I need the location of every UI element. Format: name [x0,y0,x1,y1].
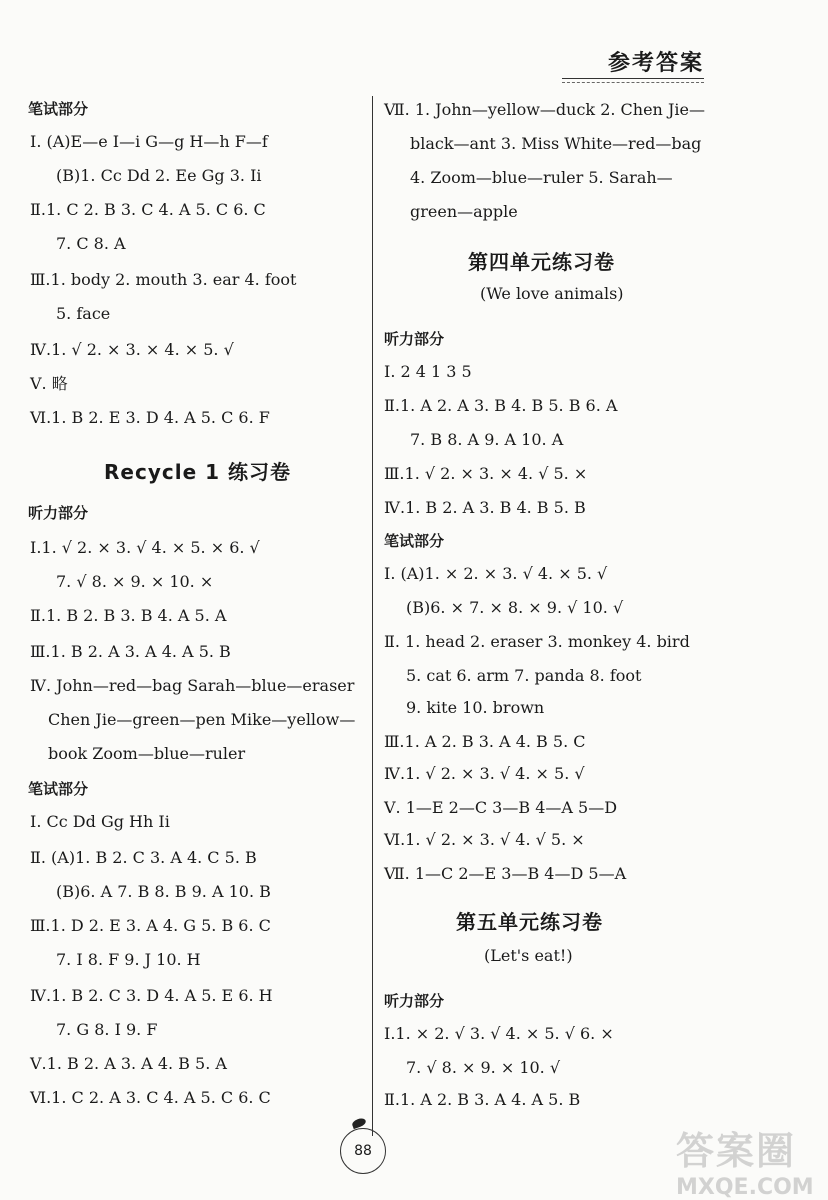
answer-line: 5. cat 6. arm 7. panda 8. foot [406,666,642,685]
answer-line: Ⅲ.1. B 2. A 3. A 4. A 5. B [30,642,231,661]
answer-line: Ⅴ.1. B 2. A 3. A 4. B 5. A [30,1054,227,1073]
answer-line: 7. C 8. A [56,234,126,253]
answer-line: Ⅱ. (A)1. B 2. C 3. A 4. C 5. B [30,848,257,867]
answer-line: (B)1. Cc Dd 2. Ee Gg 3. Ii [56,166,262,185]
answer-line: Ⅳ.1. B 2. A 3. B 4. B 5. B [384,498,586,517]
answer-line: Ⅱ.1. A 2. A 3. B 4. B 5. B 6. A [384,396,618,415]
answer-line: Ⅱ.1. B 2. B 3. B 4. A 5. A [30,606,227,625]
answer-line: 7. √ 8. × 9. × 10. √ [406,1058,561,1077]
answer-line: Ⅳ.1. B 2. C 3. D 4. A 5. E 6. H [30,986,273,1005]
answer-line: black—ant 3. Miss White—red—bag [410,134,702,153]
unit-subtitle-5: (Let's eat!) [484,946,573,965]
answer-line: Ⅰ.1. × 2. √ 3. √ 4. × 5. √ 6. × [384,1024,614,1043]
answer-line: 9. kite 10. brown [406,698,545,717]
answer-line: 7. B 8. A 9. A 10. A [410,430,564,449]
answer-line: Ⅳ.1. √ 2. × 3. √ 4. × 5. √ [384,764,585,783]
answer-line: Ⅰ. (A)1. × 2. × 3. √ 4. × 5. √ [384,564,608,583]
answer-line: Ⅱ. 1. head 2. eraser 3. monkey 4. bird [384,632,690,651]
answer-line: Ⅵ.1. √ 2. × 3. √ 4. √ 5. × [384,830,585,849]
watermark-url: MXQE.COM [676,1175,814,1200]
answer-line: Ⅶ. 1. John—yellow—duck 2. Chen Jie— [384,100,705,119]
answer-line: (B)6. A 7. B 8. B 9. A 10. B [56,882,271,901]
answer-line: Ⅳ.1. √ 2. × 3. × 4. × 5. √ [30,340,234,359]
answer-line: Ⅳ. John—red—bag Sarah—blue—eraser [30,676,355,695]
section-written: 笔试部分 [28,100,89,118]
answer-line: 7. G 8. I 9. F [56,1020,158,1039]
answer-line: Ⅴ. 1—E 2—C 3—B 4—A 5—D [384,798,618,817]
column-divider [372,96,373,1136]
answer-line: Ⅵ.1. B 2. E 3. D 4. A 5. C 6. F [30,408,270,427]
answer-line: Ⅰ.1. √ 2. × 3. √ 4. × 5. × 6. √ [30,538,260,557]
section-written: 笔试部分 [28,780,89,798]
answer-line: Ⅰ. Cc Dd Gg Hh Ii [30,812,170,831]
answer-line: 5. face [56,304,111,323]
answer-line: Ⅱ.1. A 2. B 3. A 4. A 5. B [384,1090,581,1109]
answer-line: Ⅲ.1. √ 2. × 3. × 4. √ 5. × [384,464,588,483]
section-written: 笔试部分 [384,532,445,550]
page-number: 88 [340,1128,386,1174]
header-title: 参考答案 [608,51,705,76]
unit-title-recycle: Recycle 1 练习卷 [104,460,291,484]
watermark [676,1120,826,1200]
answer-line: Ⅶ. 1—C 2—E 3—B 4—D 5—A [384,864,627,883]
answer-line: (B)6. × 7. × 8. × 9. √ 10. √ [406,598,624,617]
answer-line: Ⅲ.1. body 2. mouth 3. ear 4. foot [30,270,297,289]
header-rule-dashed [562,82,704,83]
header-rule [562,78,704,79]
answer-line: green—apple [410,202,518,221]
answer-line: book Zoom—blue—ruler [48,744,246,763]
answer-line: Chen Jie—green—pen Mike—yellow— [48,710,356,729]
answer-line: Ⅰ. (A)E—e I—i G—g H—h F—f [30,132,268,151]
answer-line: Ⅱ.1. C 2. B 3. C 4. A 5. C 6. C [30,200,266,219]
unit-title-5: 第五单元练习卷 [456,910,603,934]
section-listening: 听力部分 [28,504,89,522]
unit-subtitle-4: (We love animals) [480,284,624,303]
unit-title-4: 第四单元练习卷 [468,250,615,274]
answer-line: Ⅴ. 略 [30,374,68,393]
answer-line: 7. √ 8. × 9. × 10. × [56,572,214,591]
answer-line: Ⅲ.1. D 2. E 3. A 4. G 5. B 6. C [30,916,271,935]
answer-line: 7. I 8. F 9. J 10. H [56,950,201,969]
section-listening: 听力部分 [384,330,445,348]
answer-line: Ⅰ. 2 4 1 3 5 [384,362,472,381]
answer-line: 4. Zoom—blue—ruler 5. Sarah— [410,168,673,187]
answer-line: Ⅵ.1. C 2. A 3. C 4. A 5. C 6. C [30,1088,271,1107]
watermark-logo-text: 答案圈 [676,1129,797,1173]
section-listening: 听力部分 [384,992,445,1010]
answer-line: Ⅲ.1. A 2. B 3. A 4. B 5. C [384,732,586,751]
